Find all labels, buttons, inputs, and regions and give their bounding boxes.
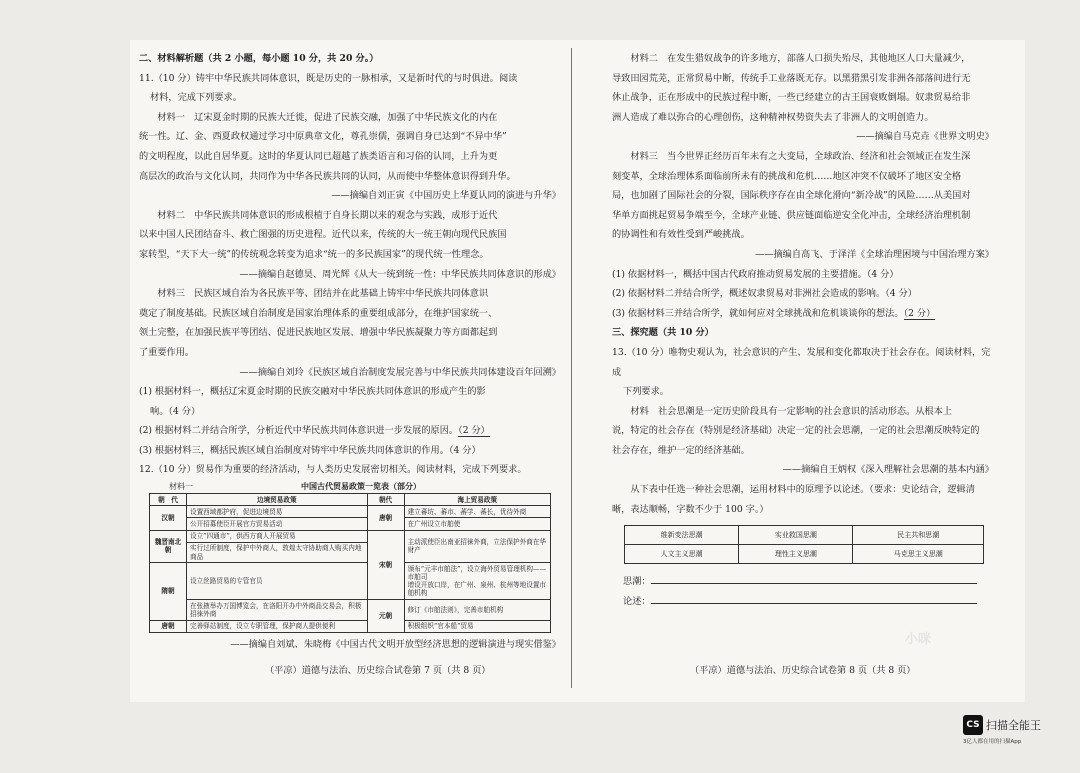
m2-line1: 材料二 中华民族共同体意识的形成根植于自身长期以来的观念与实践，成形于近代: [157, 209, 498, 221]
policy-cell: 设立“四通市”，供西方商人开展贸易: [187, 530, 368, 542]
r-m3-line2: 刻变革，全球治理体系面临前所未有的挑战和危机……地区冲突不仅破坏了地区安全格: [612, 170, 962, 182]
policy-cell: 在张掖举办万国博览会，在洛阳开办中外商品交易会，积极招徕外商: [187, 600, 368, 620]
m2-line2: 以来中国人民团结奋斗、救亡图强的历史进程。近代以来，传统的大一统王朝向现代民族国: [139, 229, 507, 241]
answer-thought-line[interactable]: [651, 583, 977, 584]
dynasty-cell: 汉朝: [150, 506, 187, 530]
table-row: [150, 506, 551, 518]
table-row: [150, 600, 551, 620]
thought-cell: 维新变法思潮: [625, 526, 739, 545]
m2-source: ——摘编自赵德昊、周光辉《从大一统到统一性：中华民族共同体意识的形成》: [239, 268, 561, 280]
dynasty-cell: 宋朝: [367, 530, 404, 599]
watermark: 小咪: [905, 632, 932, 647]
policy-cell: 公开招募使臣开展官方贸易活动: [187, 518, 368, 530]
right-page: [612, 49, 994, 611]
policy-cell: 完善驿站制度，设立专职管理，保护商人提供便利: [187, 620, 368, 632]
scanner-tagline: 3亿人都在用的扫描App: [963, 738, 1022, 745]
r-m3-line3: 局，也加剧了国际社会的分裂，国际秩序存在由全球化滑向“新冷战”的风险……从美国对: [612, 190, 971, 202]
q13-task-line2: 晰，表达顺畅，字数不少于 100 字。）: [612, 503, 769, 515]
policy-cell: 修订《市舶法则》，完善市舶机构: [404, 600, 550, 620]
label-argument: 论述：: [623, 595, 651, 607]
q12-part3: [612, 304, 994, 324]
camscanner-icon: CS: [963, 715, 983, 735]
table-row: [150, 518, 551, 530]
footer-page8: （平凉）道德与法治、历史综合试卷第 8 页（共 8 页）: [690, 665, 916, 676]
header-dynasty: 朝 代: [150, 494, 187, 506]
table-row: [625, 526, 984, 545]
m3-line4: 了重要作用。: [139, 346, 195, 358]
thought-cell: 实业救国思潮: [739, 526, 853, 545]
m1-source: ——摘编自刘正寅《中国历史上华夏认同的演进与升华》: [331, 190, 561, 202]
r-m2-line3: 休止战争，正在形成中的民族过程中断，一些已经建立的古王国衰败倒塌。奴隶贸易给非: [612, 92, 971, 104]
q12-part2: (2) 依据材料二并结合所学，概述奴隶贸易对非洲社会造成的影响。（4 分）: [612, 288, 917, 300]
section2-title: 二、材料解析题（共 2 小题，每小题 10 分，共 20 分。）: [139, 53, 379, 64]
table-row: [150, 620, 551, 632]
answer-argument-row: [612, 592, 994, 612]
table-row: [150, 563, 551, 600]
thought-cell: 民主共和思潮: [853, 526, 984, 545]
m1-line3: 的文明程度，以此自居华夏。这时的华夏认同已超越了族类语言和习俗的认同，上升为更: [139, 150, 498, 162]
r-m2-source: ——摘编自马克垚《世界文明史》: [856, 131, 994, 143]
table-row: [150, 530, 551, 542]
policy-cell: 积极组织“官本船”贸易: [404, 620, 550, 632]
q11-part2: [139, 421, 561, 441]
r-m2-line4: 洲人造成了难以弥合的心理创伤，这种精神权势资失去了非洲人的文明创造力。: [612, 111, 934, 123]
r-m3-line1: 材料三 当今世界正经历百年未有之大变局，全球政治、经济和社会领域正在发生深: [630, 150, 971, 162]
table-row: [625, 545, 984, 564]
q11-part1: (1) 根据材料一，概括辽宋夏金时期的民族交融对中华民族共同体意识的形成产生的影: [139, 386, 486, 398]
thought-options-table: [624, 525, 984, 564]
footer-page7: （平凉）道德与法治、历史综合试卷第 7 页（共 8 页）: [265, 665, 491, 676]
m3-line1: 材料三 民族区域自治为各民族平等、团结并在此基础上铸牢中华民族共同体意识: [157, 288, 489, 300]
q11-stem-2: 材料，完成下列要求。: [150, 92, 242, 104]
q13-material-line1: 材料 社会思潮是一定历史阶段具有一定影响的社会意识的活动形态。从根本上: [630, 405, 952, 417]
thought-cell: 理性主义思潮: [739, 545, 853, 564]
policy-cell: 设立丝路贸易的专管官员: [187, 563, 368, 600]
q11-part1-score: 响。（4 分）: [150, 405, 201, 417]
q11-part2-text: (2) 根据材料二并结合所学，分析近代中华民族共同体意识进一步发展的原因。: [139, 425, 459, 437]
left-page: [139, 49, 561, 654]
answer-argument-line[interactable]: [651, 603, 977, 604]
dynasty-cell: 魏晋南北朝: [150, 530, 187, 563]
m3-line3: 领土完整，在加强民族平等团结、促进民族地区发展、增强中华民族凝聚力等方面都起到: [139, 327, 498, 339]
table-header-row: [150, 494, 551, 506]
header-dynasty-2: 朝代: [367, 494, 404, 506]
q13-material-line2: 说，特定的社会存在（特别是经济基础）决定一定的社会思潮，一定的社会思潮反映特定的: [612, 425, 980, 437]
table-label: 材料一: [169, 482, 193, 492]
dynasty-cell: 唐朝: [367, 506, 404, 530]
page-divider: [571, 48, 572, 688]
section3-title: 三、探究题（共 10 分）: [612, 327, 714, 339]
q11-stem: 11.（10 分）铸牢中华民族共同体意识，既是历史的一脉相承，又是新时代的与时俱进。阅读: [139, 72, 518, 84]
policy-line: 颁布“元丰市舶法”，设立海外贸易管理机构——市舶司: [407, 564, 547, 581]
r-m2-line2: 导致田园荒芜，正常贸易中断，传统手工业落既无存。以黑猎黑引发非洲各部落间进行无: [612, 72, 971, 84]
r-m3-line5: 的协调性和有效性受到严峻挑战。: [612, 229, 750, 241]
header-border-trade: 边境贸易政策: [187, 494, 368, 506]
q12-part3-text: (3) 依据材料三并结合所学，就如何应对全球挑战和危机谈谈你的想法。: [612, 307, 904, 319]
m3-line2: 奠定了制度基础。民族区域自治制度是国家治理体系的重要组成部分，在维护国家统一、: [139, 307, 498, 319]
m1-line2: 统一性。辽、金、西夏政权通过学习中原典章文化，尊孔崇儒，强调自身已达到“不异中华”: [139, 131, 507, 143]
q13-material-source: ——摘编自王炳权《深入理解社会思潮的基本内涵》: [782, 464, 994, 476]
policy-cell: 建立蕃坊、蕃市、蕃学、蕃长，优待外商: [404, 506, 550, 518]
m2-line3: 家转型，“天下大一统”的传统观念转变为追求“统一的多民族国家”的现代统一性理念。: [139, 248, 489, 260]
r-m3-source: ——摘编自高飞、于泽洋《全球治理困境与中国治理方案》: [755, 248, 994, 260]
policy-cell: 实行过所制度，保护中外商人，敦煌太守协助商人购买内地商品: [187, 542, 368, 562]
policy-cell: [404, 563, 550, 600]
policy-line: 增设开放口岸，在广州、泉州、杭州等地设置市舶机构: [407, 581, 547, 598]
r-m2-line1: 材料二 在发生猎奴战争的许多地方，部落人口损失殆尽，其他地区人口大量减少，: [630, 53, 971, 64]
m1-line1: 材料一 辽宋夏金时期的民族大迁徙，促进了民族交融，加强了中华民族文化的内在: [157, 111, 498, 123]
thought-cell: 人文主义思潮: [625, 545, 739, 564]
table-source: ——摘编自刘斌、朱晓梅《中国古代文明开放型经济思想的逻辑演进与现实借鉴》: [230, 638, 561, 650]
scanner-logo-row: [963, 714, 1055, 735]
q12-stem: 12.（10 分）贸易作为重要的经济活动，与人类历史发展密切相关。阅读材料，完成下列要求。: [139, 464, 527, 476]
dynasty-cell: 隋朝: [150, 563, 187, 620]
label-thought: 思潮：: [623, 576, 651, 588]
policy-cell: 设置西域都护府，促进边境贸易: [187, 506, 368, 518]
q13-stem: 13.（10 分）唯物史观认为，社会意识的产生、发展和变化都取决于社会存在。阅读材料，完成: [612, 346, 991, 378]
m1-line4: 高层次的政治与文化认同，共同作为中华各民族共同的认同，从而使中华整体意识得到升华。: [139, 170, 516, 182]
r-m3-line4: 华单方面挑起贸易争端至今，全球产业链、供应链面临逆安全化冲击，全球经济治理机制: [612, 209, 971, 221]
scanner-brand: 扫描全能王: [986, 718, 1041, 732]
q12-part3-score: （2 分）: [903, 307, 936, 319]
thought-cell: 马克思主义思潮: [853, 545, 984, 564]
m3-source: ——摘编自刘玲《民族区域自治制度发展完善与中华民族共同体建设百年回溯》: [239, 366, 561, 378]
table-title: 中国古代贸易政策一览表（部分）: [301, 481, 421, 492]
header-maritime-trade: 海上贸易政策: [404, 494, 550, 506]
q13-task-line1: 从下表中任选一种社会思潮，运用材料中的原理予以论述。（要求：史论结合，逻辑清: [630, 484, 975, 496]
policy-cell: 在广州设立市舶使: [404, 518, 550, 530]
q12-part1: (1) 依据材料一，概括中国古代政府推动贸易发展的主要措施。（4 分）: [612, 268, 899, 280]
scanner-logo: [963, 714, 1055, 745]
q13-material-line3: 社会存在，维护一定的经济基础。: [612, 444, 750, 456]
q11-part3: (3) 根据材料三，概括民族区域自治制度对铸牢中华民族共同体意识的作用。（4 分）: [139, 444, 481, 456]
table-caption: [169, 480, 561, 493]
dynasty-cell: 唐朝: [150, 620, 187, 632]
q13-stem-2: 下列要求。: [623, 386, 669, 398]
trade-policy-table: [149, 493, 551, 633]
policy-cell: 主动派使臣出南亚招徕外商，立法保护外商在华财产: [404, 530, 550, 563]
q11-part2-score: （2 分）: [458, 425, 490, 437]
answer-thought-row: [612, 572, 994, 592]
dynasty-cell: 元朝: [367, 600, 404, 633]
